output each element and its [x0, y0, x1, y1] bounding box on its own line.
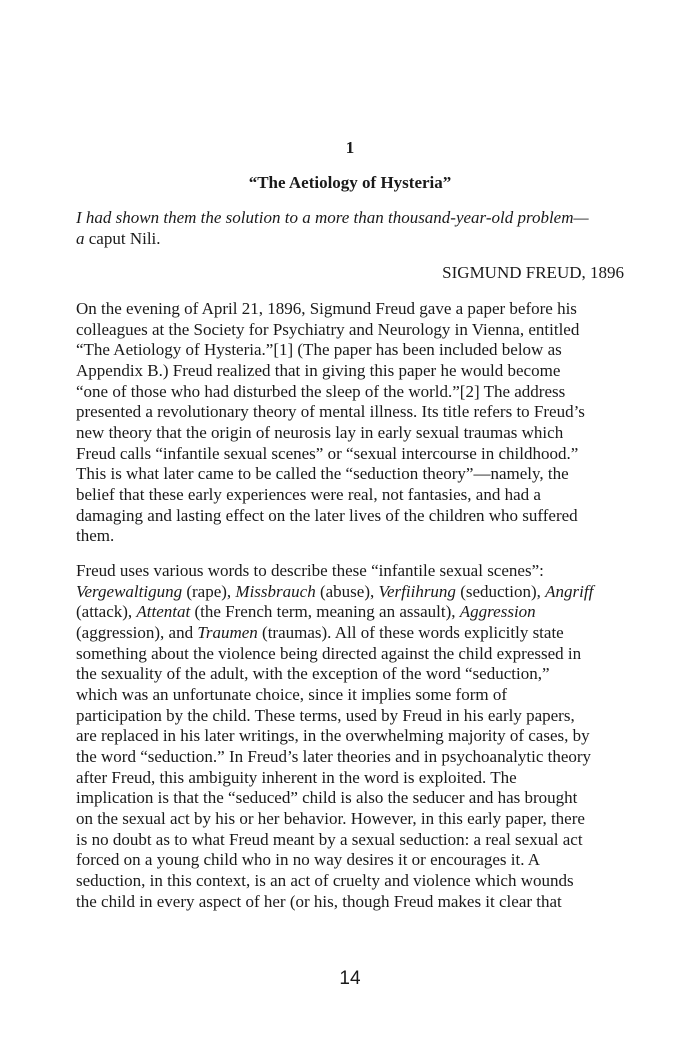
- paragraph-line: damaging and lasting effect on the later lives of the children who suffered: [76, 505, 578, 525]
- epigraph-italic-word: a: [76, 228, 85, 248]
- paragraph-line: the sexuality of the adult, with the exception of the word “seduction,”: [76, 664, 550, 684]
- paragraph-line: is no doubt as to what Freud meant by a sexual seduction: a real sexual act: [76, 829, 583, 849]
- paragraph-line: Freud calls “infantile sexual scenes” or “sexual intercourse in childhood.”: [76, 443, 579, 463]
- paragraph-line: the word “seduction.” In Freud’s later theories and in psychoanalytic theory: [76, 746, 592, 766]
- paragraph-line: colleagues at the Society for Psychiatry and Neurology in Vienna, entitled: [76, 319, 580, 339]
- term-gloss: (rape),: [182, 581, 236, 601]
- paragraph-2: [76, 561, 624, 912]
- term-italic: Verfiihrung: [378, 581, 456, 601]
- chapter-number: 1: [345, 138, 355, 157]
- term-italic: Aggression: [459, 602, 536, 622]
- term-gloss: (aggression), and: [76, 622, 198, 642]
- epigraph-line-2: [76, 229, 624, 250]
- paragraph-line: belief that these early experiences were real, not fantasies, and had a: [76, 484, 541, 504]
- paragraph-line: new theory that the origin of neurosis lay in early sexual traumas which: [76, 422, 564, 442]
- paragraph-line: Appendix B.) Freud realized that in giving this paper he would become: [76, 360, 561, 380]
- term-italic: Vergewaltigung: [76, 581, 183, 601]
- paragraph-line: “one of those who had disturbed the sleep of the world.”[2] The address: [76, 381, 566, 401]
- paragraph-line: This is what later came to be called the “seduction theory”—namely, the: [76, 464, 569, 484]
- term-gloss: (attack),: [76, 602, 137, 622]
- paragraph-line: the child in every aspect of her (or his, though Freud makes it clear that: [76, 891, 562, 911]
- paragraph-line: which was an unfortunate choice, since it implies some form of: [76, 684, 508, 704]
- term-italic: Missbrauch: [235, 581, 316, 601]
- paragraph-line: [76, 623, 624, 644]
- paragraph-line: implication is that the “seduced” child is also the seducer and has brought: [76, 788, 578, 808]
- paragraph-line: [76, 582, 624, 603]
- paragraph-line: Freud uses various words to describe these “infantile sexual scenes”:: [76, 561, 544, 580]
- paragraph-line: “The Aetiology of Hysteria.”[1] (The paper has been included below as: [76, 340, 562, 360]
- paragraph-line: something about the violence being directed against the child expressed in: [76, 643, 582, 663]
- paragraph-line: seduction, in this context, is an act of cruelty and violence which wounds: [76, 870, 574, 890]
- term-gloss: (abuse),: [315, 581, 379, 601]
- paragraph-line: them.: [76, 526, 115, 546]
- paragraph-line: are replaced in his later writings, in the overwhelming majority of cases, by: [76, 726, 590, 746]
- epigraph: [76, 208, 624, 249]
- paragraph-line: after Freud, this ambiguity inherent in the word is exploited. The: [76, 767, 517, 787]
- term-italic: Angriff: [545, 581, 594, 601]
- epigraph-attribution: SIGMUND FREUD, 1896: [442, 263, 624, 282]
- paragraph-line: participation by the child. These terms, used by Freud in his early papers,: [76, 705, 575, 725]
- paragraph-line: On the evening of April 21, 1896, Sigmund Freud gave a paper before his: [76, 299, 577, 318]
- epigraph-line-2-rest: caput Nili.: [84, 228, 161, 248]
- term-italic: Traumen: [197, 622, 258, 642]
- paragraph-line: forced on a young child who in no way desires it or encourages it. A: [76, 850, 541, 870]
- term-gloss: (traumas). All of these words explicitly state: [257, 622, 564, 642]
- paragraph-line: presented a revolutionary theory of mental illness. Its title refers to Freud’s: [76, 402, 585, 422]
- page-number: 14: [339, 968, 361, 989]
- chapter-title: “The Aetiology of Hysteria”: [248, 173, 452, 192]
- term-gloss: (seduction),: [455, 581, 546, 601]
- term-gloss: (the French term, meaning an assault),: [190, 602, 460, 622]
- book-page: [76, 0, 624, 1050]
- epigraph-line-1: I had shown them the solution to a more than thousand-year-old problem—: [76, 208, 589, 227]
- paragraph-1: [76, 299, 624, 547]
- term-italic: Attentat: [136, 602, 191, 622]
- paragraph-line: [76, 602, 624, 623]
- paragraph-line: on the sexual act by his or her behavior. However, in this early paper, there: [76, 808, 585, 828]
